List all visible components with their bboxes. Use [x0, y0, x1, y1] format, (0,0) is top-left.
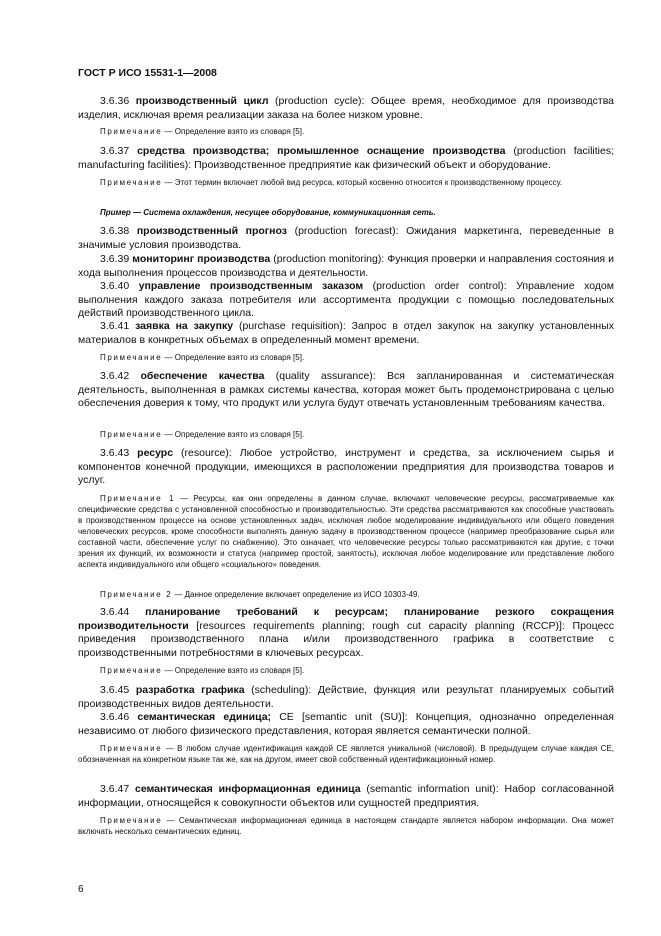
entry-term: семантическая информационная единица [135, 783, 361, 795]
note-3-6-41 [78, 352, 614, 363]
note-label: Примечание [100, 744, 163, 753]
note-3-6-36 [78, 126, 614, 137]
entry-3-6-46 [78, 711, 614, 738]
entry-term: заявка на закупку [135, 320, 234, 332]
note-label: Примечание [100, 127, 163, 136]
note-text: — Ресурсы, как они определены в данном случае, включают человеческие ресурсы, рассматриваемые как специфические средства с установленной способностью и производительностью. Эти средства рассматриваются как способные участвовать в производственном процессе на основе установленных задач, исключая любое моделирование индивидуального или общего поведения человеческих ресурсов, кроме способности выполнять данную задачу в производственном процессе (например преобразование сырья или составной части, обеспечение услуг по снабжению). Это означает, что человеческие ресурсы только рассматриваются как другие, с точки зрения их функций, их возможности и статуса (например простой, занятость), исключая любое моделирование или представление любого аспекта индивидуального или общего «социального» поведения. [78, 494, 614, 569]
note-text: — Данное определение включает определение из ИСО 10303-49. [172, 590, 420, 599]
entry-definition: (purchase requisition): Запрос в отдел закупок на закупку установленных материалов в конкретных объемах в определенный момент времени. [78, 320, 614, 346]
entry-term: ресурс [137, 447, 174, 459]
page-number: 6 [78, 884, 84, 895]
entry-3-6-39 [78, 253, 614, 280]
note-label: Примечание [100, 430, 163, 439]
note-text: — В любом случае идентификация каждой СЕ является уникальной (числовой). В предыдущем случае каждая СЕ, обозначенная на конкретном языке так же, как на другом, имеет свой собственный идентификационный номер. [78, 744, 614, 764]
entry-number: 3.6.44 [100, 606, 130, 618]
entry-term: разработка графика [135, 684, 245, 696]
note-label: Примечание [100, 178, 163, 187]
note-3-6-47 [78, 815, 614, 837]
entry-term: обеспечение качества [140, 370, 265, 382]
document-header: ГОСТ Р ИСО 15531-1—2008 [78, 67, 217, 79]
entry-3-6-43 [78, 447, 614, 488]
entry-definition: (production order control): Управление ходом выполнения каждого заказа потребителя или ассортимента продукции с помощью последовательных действий производственного цикла. [78, 280, 614, 320]
entry-definition: (production monitoring): Функция проверки и направления состояния и хода выполнения процессов производства и деятельности. [78, 253, 615, 279]
note-text: — Определение взято из словаря [5]. [162, 127, 305, 136]
entry-number: 3.6.46 [100, 711, 130, 723]
entry-number: 3.6.37 [100, 145, 130, 157]
entry-3-6-44 [78, 606, 614, 660]
note-label: Примечание [100, 816, 163, 825]
entry-term: мониторинг производства [132, 253, 271, 265]
note-3-6-43-1 [78, 493, 614, 570]
entry-definition: СЕ [semantic unit (SU)]: Концепция, однозначно определенная независимо от любого физического представления, которая является семантически полной. [78, 711, 614, 737]
entry-number: 3.6.42 [100, 370, 130, 382]
entry-number: 3.6.47 [100, 783, 130, 795]
entry-definition: (resource): Любое устройство, инструмент и средства, за исключением сырья и компонентов конечной продукции, имеющихся в расположении предприятия для производства товаров и услуг. [78, 447, 614, 487]
entry-definition: (production cycle): Общее время, необходимое для производства изделия, исключая время реализации заказа на более низком уровне. [78, 95, 615, 121]
entry-number: 3.6.36 [100, 95, 130, 107]
note-text: — Определение взято из словаря [5]. [162, 666, 305, 675]
entry-definition: (quality assurance): Вся запланированная и систематическая деятельность, выполненная в рамках системы качества, которая может быть продемонстрирована с целью обеспечения доверия к тому, что продукт или услуга будут отвечать установленным требованиям качества. [78, 370, 614, 410]
entry-3-6-41 [78, 320, 614, 347]
entry-term: производственный цикл [135, 95, 269, 107]
entry-3-6-36 [78, 95, 614, 122]
entry-number: 3.6.40 [100, 280, 130, 292]
entry-3-6-42 [78, 370, 614, 411]
note-3-6-43-2 [78, 589, 614, 600]
entry-number: 3.6.38 [100, 225, 130, 237]
note-label: Примечание 2 [100, 590, 173, 599]
note-3-6-42 [78, 429, 614, 440]
entry-term: производственный прогноз [136, 225, 287, 237]
note-3-6-44 [78, 665, 614, 676]
note-text: — Определение взято из словаря [5]. [162, 430, 305, 439]
entry-term: средства производства; промышленное оснащение производства [137, 145, 506, 157]
entry-3-6-38 [78, 225, 614, 252]
entry-definition: (production forecast): Ожидания маркетинга, переведенные в значимые условия производства. [78, 225, 614, 251]
entry-3-6-37 [78, 145, 614, 172]
entry-definition: [resources requirements planning; rough cut capacity planning (RCCP)]: Процесс приведения производственного плана и/или производственного графика в соответствие с производственными потребностями в ключевых ресурсах. [78, 619, 614, 659]
example-3-6-37: Пример — Система охлаждения, несущее оборудование, коммуникационная сеть. [100, 208, 436, 217]
entry-term: управление производственным заказом [138, 280, 364, 292]
note-label: Примечание [100, 666, 163, 675]
entry-definition: (semantic information unit): Набор согласованной информации, относящейся к совокупности объектов или сущностей предприятия. [78, 783, 614, 809]
entry-number: 3.6.45 [100, 684, 130, 696]
entry-definition: (production facilities; manufacturing facilities): Производственное предприятие как физический объект и оборудование. [78, 145, 614, 171]
entry-number: 3.6.39 [100, 253, 130, 265]
entry-3-6-45 [78, 684, 614, 711]
entry-definition: (scheduling): Действие, функция или результат планируемых событий производственных видов деятельности. [78, 684, 615, 710]
note-text: — Этот термин включает любой вид ресурса, который косвенно относится к производственному процессу. [162, 178, 562, 187]
entry-number: 3.6.41 [100, 320, 130, 332]
entry-number: 3.6.43 [100, 447, 130, 459]
note-label: Примечание [100, 353, 163, 362]
note-3-6-37 [78, 177, 614, 188]
entry-3-6-47 [78, 783, 614, 810]
entry-3-6-40 [78, 280, 614, 321]
note-text: — Семантическая информационная единица в настоящем стандарте является набором информации. Она может включать несколько семантических единиц. [78, 816, 614, 836]
note-text: — Определение взято из словаря [5]. [162, 353, 305, 362]
entry-term: планирование требований к ресурсам; планирование резкого сокращения производительности [78, 606, 614, 632]
note-3-6-46 [78, 743, 614, 765]
entry-term: семантическая единица; [137, 711, 272, 723]
note-label: Примечание 1 [100, 494, 176, 503]
